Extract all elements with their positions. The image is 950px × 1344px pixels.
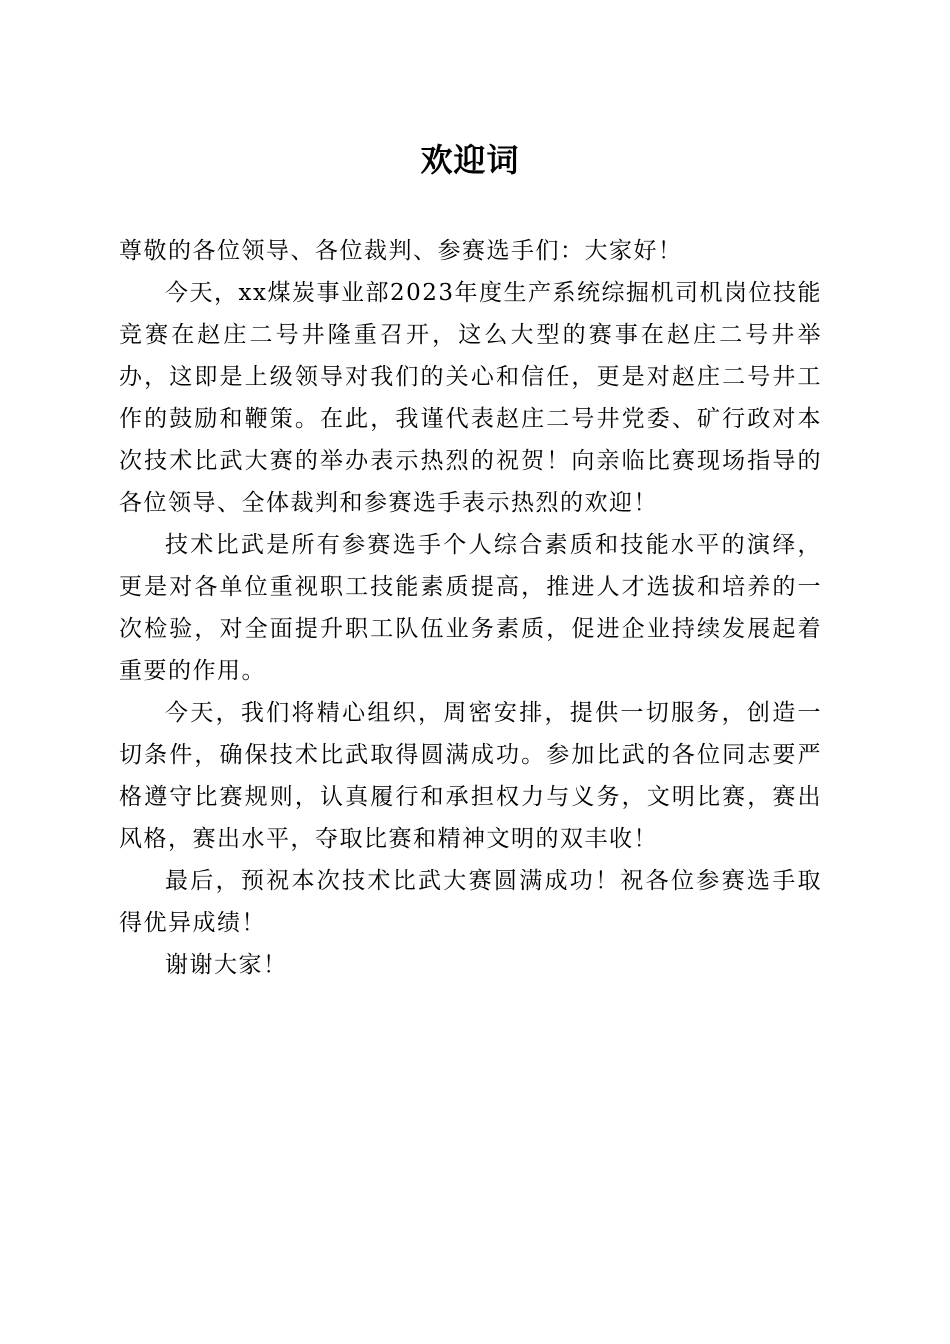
salutation: 尊敬的各位领导、各位裁判、参赛选手们：大家好！ xyxy=(119,238,683,264)
paragraph-closing: 谢谢大家！ xyxy=(165,952,288,978)
paragraph-wishes: 最后，预祝本次技术比武大赛圆满成功！祝各位参赛选手取得优异成绩！ xyxy=(119,868,822,936)
document-title: 欢迎词 xyxy=(420,141,520,179)
document-body xyxy=(119,230,822,986)
paragraph-significance: 技术比武是所有参赛选手个人综合素质和技能水平的演绎，更是对各单位重视职工技能素质提高，推进人才选拔和培养的一次检验，对全面提升职工队伍业务素质，促进企业持续发展起着重要的作用。 xyxy=(119,532,822,684)
paragraph-commitment: 今天，我们将精心组织，周密安排，提供一切服务，创造一切条件，确保技术比武取得圆满成功。参加比武的各位同志要严格遵守比赛规则，认真履行和承担权力与义务，文明比赛，赛出风格，赛出水平，夺取比赛和精神文明的双丰收！ xyxy=(119,700,822,852)
paragraph-opening: 今天，xx煤炭事业部2023年度生产系统综掘机司机岗位技能竞赛在赵庄二号井隆重召开，这么大型的赛事在赵庄二号井举办，这即是上级领导对我们的关心和信任，更是对赵庄二号井工作的鼓励和鞭策。在此，我谨代表赵庄二号井党委、矿行政对本次技术比武大赛的举办表示热烈的祝贺！向亲临比赛现场指导的各位领导、全体裁判和参赛选手表示热烈的欢迎！ xyxy=(119,280,822,516)
